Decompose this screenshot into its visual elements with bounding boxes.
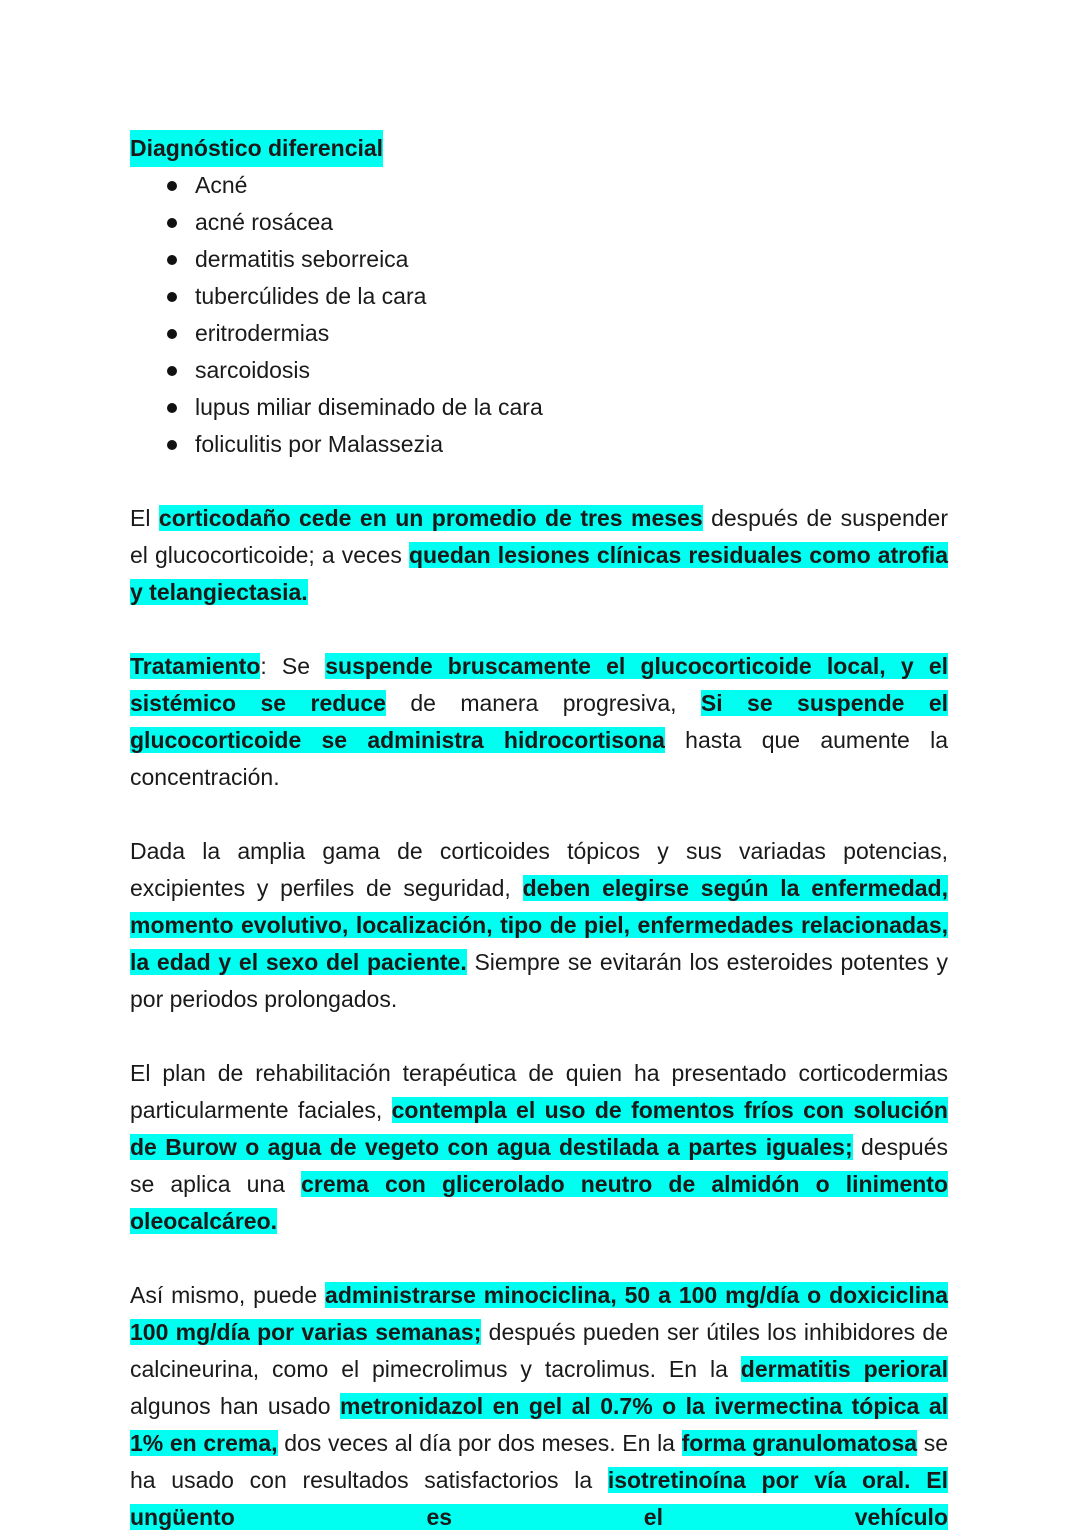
list-item: eritrodermias (195, 315, 948, 352)
text: Dada la amplia gama de corticoides tópicos y sus variadas potencias, excipientes y perfiles de seguridad, (130, 838, 948, 901)
text: Siempre se evitarán los esteroides potentes y por periodos prolongados. (130, 949, 948, 1012)
highlighted-text: forma granulomatosa (681, 1430, 918, 1456)
highlighted-text: Tratamiento (130, 653, 261, 679)
highlighted-text: isotretinoína por vía oral. El ungüento es el vehículo (130, 1467, 949, 1530)
list-item: tubercúlides de la cara (195, 278, 948, 315)
highlighted-text: administrarse minociclina, 50 a 100 mg/día o doxiciclina 100 mg/día por varias semanas; (130, 1282, 949, 1345)
highlighted-text: corticodaño cede en un promedio de tres meses (158, 505, 703, 531)
text: de manera progresiva, (385, 690, 701, 716)
highlighted-text: contempla el uso de fomentos fríos con solución de Burow o agua de vegeto con agua destilada a partes iguales; (130, 1097, 948, 1160)
diagnosis-list (130, 167, 948, 463)
text: El plan de rehabilitación terapéutica de quien ha presentado corticodermias particularmente faciales, (130, 1060, 948, 1123)
list-item: foliculitis por Malassezia (195, 426, 948, 463)
paragraph-corticoides-topicos (130, 833, 948, 1018)
list-item: Acné (195, 167, 948, 204)
highlighted-text: quedan lesiones clínicas residuales como atrofia y telangiectasia. (130, 542, 948, 605)
list-item: sarcoidosis (195, 352, 948, 389)
text: después pueden ser útiles los inhibidores de calcineurina, como el pimecrolimus y tacrolimus. En la (130, 1319, 948, 1382)
paragraph-tratamiento (130, 648, 948, 796)
list-item: lupus miliar diseminado de la cara (195, 389, 948, 426)
paragraph-rehabilitacion (130, 1055, 948, 1240)
text: El (130, 505, 159, 531)
differential-diagnosis-section (130, 130, 948, 463)
text: : Se (260, 653, 326, 679)
text: dos veces al día por dos meses. En la (277, 1430, 682, 1456)
list-item: dermatitis seborreica (195, 241, 948, 278)
highlighted-text: metronidazol en gel al 0.7% o la ivermectina tópica al 1% en crema, (130, 1393, 948, 1456)
text: algunos han usado (130, 1393, 341, 1419)
text: hasta que aumente la concentración. (130, 727, 948, 790)
document-page (130, 130, 948, 1536)
highlighted-text: Si se suspende el glucocorticoide se administra hidrocortisona (130, 690, 949, 753)
paragraph-corticodano (130, 500, 948, 611)
highlighted-text: suspende bruscamente el glucocorticoide local, y el sistémico se reduce (130, 653, 948, 716)
highlighted-text: deben elegirse según la enfermedad, momento evolutivo, localización, tipo de piel, enfermedades relacionadas, la edad y el sexo del paciente. (130, 875, 948, 975)
text: después de suspender el glucocorticoide; a veces (130, 505, 948, 568)
highlighted-text: crema con glicerolado neutro de almidón o linimento oleocalcáreo. (130, 1171, 948, 1234)
text: se ha usado con resultados satisfactorios la (130, 1430, 949, 1493)
text: después se aplica una (130, 1134, 948, 1197)
section-heading: Diagnóstico diferencial (130, 130, 383, 167)
list-item: acné rosácea (195, 204, 948, 241)
text: Así mismo, puede (130, 1282, 326, 1308)
paragraph-minociclina (130, 1277, 948, 1536)
highlighted-text: dermatitis perioral (740, 1356, 948, 1382)
